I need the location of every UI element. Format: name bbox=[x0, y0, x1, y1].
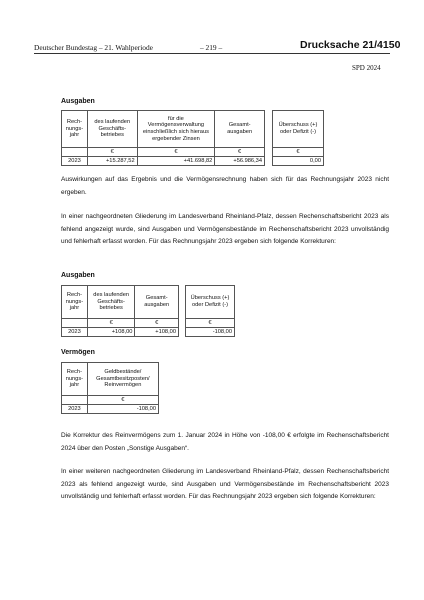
table-unit bbox=[62, 148, 88, 157]
table-header: Geldbestände/ Gesamtbesitzposten/ Reinvermögen bbox=[87, 363, 158, 396]
table-header: Gesamt-ausgaben bbox=[135, 286, 179, 319]
table-unit: € bbox=[186, 319, 235, 328]
table-header: Rech-nungs-jahr bbox=[62, 363, 88, 396]
paragraph-4: In einer weiteren nachgeordneten Gliederung im Landesverband Rheinland-Pfalz, dessen Rechenschaftsbericht 2023 als fehlend angezeigt wurde, sind Ausgaben und Vermögensbestände im Rechenschaftsbericht 2023 unvollständig und fehlerhaft erfasst worden. Für das Rechnungsjahr 2023 ergeben sich folgende Korrekturen: bbox=[61, 468, 389, 500]
table-unit bbox=[62, 396, 88, 405]
table-header: Gesamt-ausgaben bbox=[215, 111, 265, 148]
table-cell: -108,00 bbox=[87, 405, 158, 414]
table-unit: € bbox=[135, 319, 179, 328]
header-left: Deutscher Bundestag – 21. Wahlperiode bbox=[34, 43, 153, 52]
surplus-table-2 bbox=[185, 285, 235, 337]
table-unit: € bbox=[87, 148, 137, 157]
surplus-table-1 bbox=[272, 110, 324, 166]
table-cell: 2023 bbox=[62, 157, 88, 166]
party-label: SPD 2024 bbox=[352, 64, 381, 72]
table-header: Überschuss (+) oder Defizit (-) bbox=[186, 286, 235, 319]
table-header: Rech-nungs-jahr bbox=[62, 111, 88, 148]
table-cell: 0,00 bbox=[273, 157, 324, 166]
table-header: Rech-nungs-jahr bbox=[62, 286, 88, 319]
paragraph-1: Auswirkungen auf das Ergebnis und die Vermögensrechnung haben sich für das Rechnungsjahr 2023 nicht ergeben. bbox=[61, 176, 389, 196]
table-header: des laufenden Geschäfts-betriebes bbox=[87, 286, 135, 319]
vermoegen-table bbox=[61, 362, 159, 414]
table-cell: +56.986,34 bbox=[215, 157, 265, 166]
header-rule bbox=[34, 53, 390, 54]
ausgaben-table-2 bbox=[61, 285, 179, 337]
table-cell: -108,00 bbox=[186, 328, 235, 337]
page-number: – 219 – bbox=[200, 43, 223, 52]
document-number: Drucksache 21/4150 bbox=[300, 39, 401, 51]
table-header: für die Vermögensverwaltung einschließlich sich hieraus ergebender Zinsen bbox=[137, 111, 215, 148]
table-unit bbox=[62, 319, 88, 328]
paragraph-2: In einer nachgeordneten Gliederung im Landesverband Rheinland-Pfalz, dessen Rechenschaftsbericht 2023 als fehlend angezeigt wurde, sind Ausgaben und Vermögensbestände im Rechenschaftsbericht 2023 unvollständig und fehlerhaft erfasst worden. Für das Rechnungsjahr 2023 ergeben sich folgende Korrekturen: bbox=[61, 213, 389, 245]
table-unit: € bbox=[215, 148, 265, 157]
ausgaben-table-1 bbox=[61, 110, 265, 166]
table-header: Überschuss (+) oder Defizit (-) bbox=[273, 111, 324, 148]
section-heading-ausgaben-1: Ausgaben bbox=[61, 98, 95, 105]
table-unit: € bbox=[87, 396, 158, 405]
table-cell: 2023 bbox=[62, 328, 88, 337]
table-cell: +108,00 bbox=[135, 328, 179, 337]
table-unit: € bbox=[137, 148, 215, 157]
table-cell: +108,00 bbox=[87, 328, 135, 337]
table-header: des laufenden Geschäfts-betriebes bbox=[87, 111, 137, 148]
section-heading-ausgaben-2: Ausgaben bbox=[61, 272, 95, 279]
table-unit: € bbox=[273, 148, 324, 157]
table-cell: 2023 bbox=[62, 405, 88, 414]
paragraph-3: Die Korrektur des Reinvermögens zum 1. Januar 2024 in Höhe von -108,00 € erfolgte im Rechenschaftsbericht 2024 über den Posten „Sonstige Ausgaben“. bbox=[61, 432, 389, 452]
table-cell: +41.698,82 bbox=[137, 157, 215, 166]
table-unit: € bbox=[87, 319, 135, 328]
section-heading-vermoegen: Vermögen bbox=[61, 349, 95, 356]
table-cell: +15.287,52 bbox=[87, 157, 137, 166]
